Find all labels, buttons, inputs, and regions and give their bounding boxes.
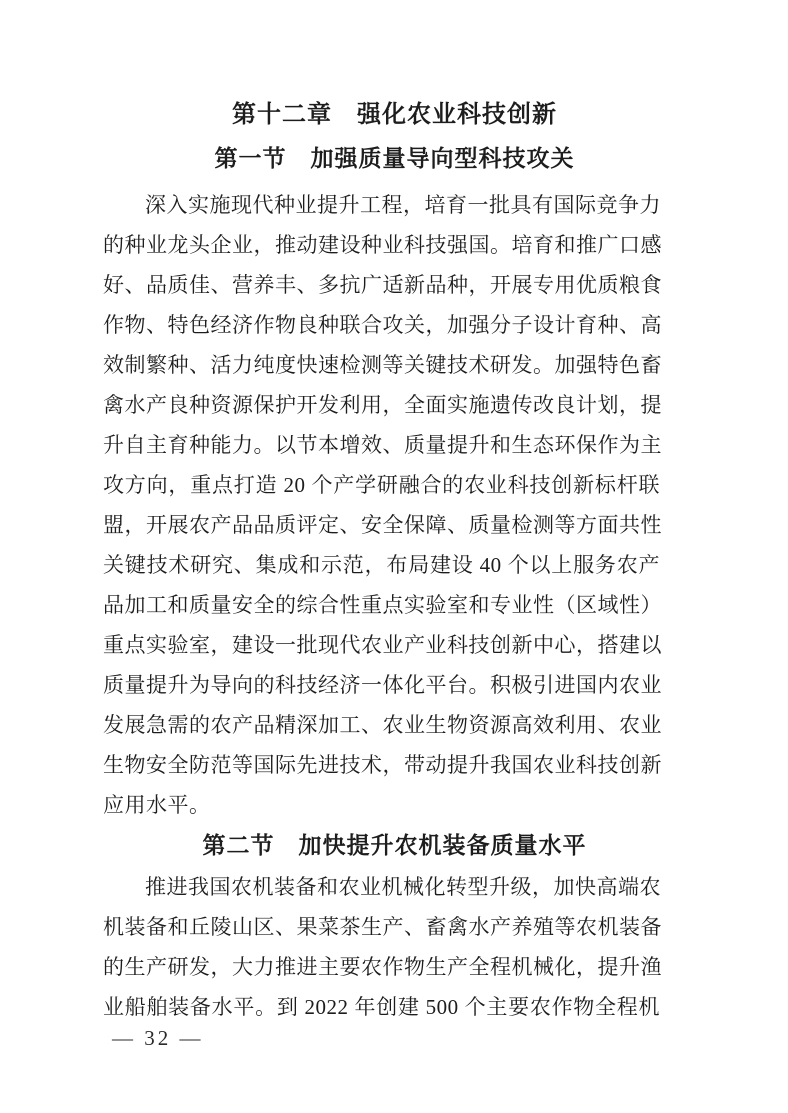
chapter-title: 第十二章 强化农业科技创新 (232, 101, 557, 128)
body-line: 好、品质佳、营养丰、多抗广适新品种，开展专用优质粮食 (103, 273, 662, 297)
body-line: 质量提升为导向的科技经济一体化平台。积极引进国内农业 (103, 673, 662, 697)
body-line: 升自主育种能力。以节本增效、质量提升和生态环保作为主 (103, 433, 662, 457)
body-line: 深入实施现代种业提升工程，培育一批具有国际竞争力 (145, 193, 661, 217)
page-number: — 32 — (112, 1026, 204, 1050)
body-line: 发展急需的农产品精深加工、农业生物资源高效利用、农业 (103, 713, 662, 737)
body-line: 的种业龙头企业，推动建设种业科技强国。培育和推广口感 (103, 233, 662, 257)
body-line: 应用水平。 (103, 793, 211, 817)
section-2-title: 第二节 加快提升农机装备质量水平 (202, 833, 587, 858)
body-line: 作物、特色经济作物良种联合攻关，加强分子设计育种、高 (103, 313, 662, 337)
body-line: 效制繁种、活力纯度快速检测等关键技术研发。加强特色畜 (103, 353, 662, 377)
body-line: 攻方向，重点打造 20 个产学研融合的农业科技创新标杆联 (103, 473, 660, 497)
body-line: 盟，开展农产品品质评定、安全保障、质量检测等方面共性 (103, 513, 662, 537)
body-line: 关键技术研究、集成和示范，布局建设 40 个以上服务农产 (103, 553, 660, 577)
body-line: 业船舶装备水平。到 2022 年创建 500 个主要农作物全程机 (103, 995, 660, 1019)
section-2-body (103, 867, 660, 1027)
page-content (103, 0, 660, 1027)
section-1-body (103, 185, 660, 825)
body-line: 品加工和质量安全的综合性重点实验室和专业性（区域性） (103, 593, 662, 617)
body-line: 的生产研发，大力推进主要农作物生产全程机械化，提升渔 (103, 955, 662, 979)
body-line: 推进我国农机装备和农业机械化转型升级，加快高端农 (145, 875, 661, 899)
body-line: 禽水产良种资源保护开发利用，全面实施遗传改良计划，提 (103, 393, 662, 417)
body-line: 生物安全防范等国际先进技术，带动提升我国农业科技创新 (103, 753, 662, 777)
body-line: 机装备和丘陵山区、果菜茶生产、畜禽水产养殖等农机装备 (103, 915, 662, 939)
section-1-title: 第一节 加强质量导向型科技攻关 (214, 146, 575, 171)
body-line: 重点实验室，建设一批现代农业产业科技创新中心，搭建以 (103, 633, 662, 657)
